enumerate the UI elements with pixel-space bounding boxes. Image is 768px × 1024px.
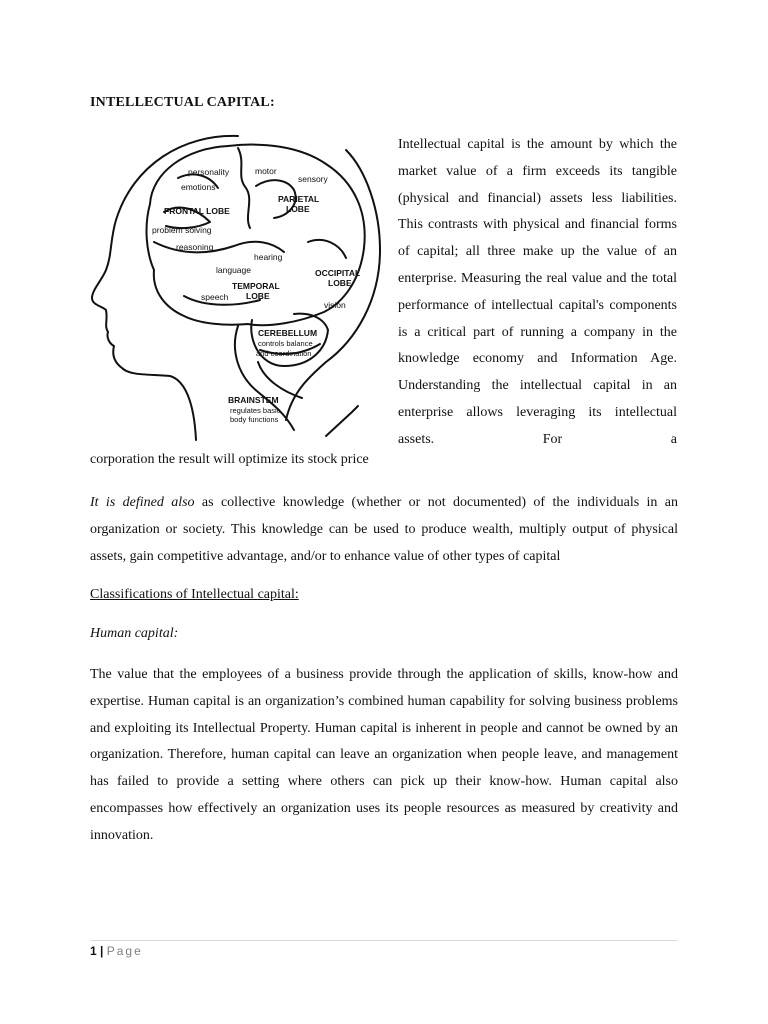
label-cerebellum-desc-2: and coordination xyxy=(256,349,312,358)
label-temporal: TEMPORAL xyxy=(232,281,280,291)
intro-paragraph: Intellectual capital is the amount by which the market value of a firm exceeds its tangible (physical and financial) assets less liabilities. This contrasts with physical and financial forms of capital; all three make up the value of an enterprise. Measuring the real value and the total performance of intellectual capital's components is a critical part of running a company in the knowledge economy and Information Age. Understanding the intellectual capital in an enterprise allows leveraging its intellectual assets. For a xyxy=(398,137,677,447)
page-number: 1 xyxy=(90,944,97,958)
label-parietal-lobe: LOBE xyxy=(286,204,310,214)
classifications-heading: Classifications of Intellectual capital: xyxy=(90,587,299,602)
label-speech: speech xyxy=(201,292,229,302)
head-outline xyxy=(92,136,238,440)
intro-paragraph-end: corporation the result will optimize its stock price xyxy=(90,452,369,467)
definition-paragraph xyxy=(90,490,678,570)
central-sulcus xyxy=(238,148,250,228)
page-footer xyxy=(90,944,143,958)
label-brainstem-desc-1: regulates basic xyxy=(230,406,281,415)
label-problem-solving: problem solving xyxy=(152,225,212,235)
occipital-fold xyxy=(308,240,346,258)
page-separator: | xyxy=(96,944,107,958)
label-reasoning: reasoning xyxy=(176,242,214,252)
neck-line xyxy=(326,406,358,436)
label-cerebellum-desc-1: controls balance xyxy=(258,339,313,348)
label-personality: personality xyxy=(188,167,230,177)
label-occipital: OCCIPITAL xyxy=(315,268,361,278)
page-title: INTELLECTUAL CAPITAL: xyxy=(90,95,275,110)
footer-divider xyxy=(90,940,678,941)
lateral-sulcus xyxy=(154,242,284,253)
label-frontal-lobe: FRONTAL LOBE xyxy=(164,206,230,216)
human-capital-paragraph: The value that the employees of a business provide through the application of skills, know-how and expertise. Human capital is an organization’s combined human capability for solving business problems and exploiting its Intellectual Property. Human capital is inherent in people and cannot be owned by an organization. Therefore, human capital can leave an organization when people leave, and management has failed to provide a setting where others can pick up their know-how. Human capital also encompasses how effectively an organization uses its people resources as measured by creativity and innovation. xyxy=(90,667,678,843)
brainstem-inner xyxy=(258,362,302,398)
label-cerebellum: CEREBELLUM xyxy=(258,328,318,338)
page-word: Page xyxy=(106,944,143,958)
definition-text: as collective knowledge (whether or not documented) of the individuals in an organization or society. This knowledge can be used to produce wealth, multiply output of physical assets, gain competitive advantage, and/or to enhance value of other types of capital xyxy=(90,495,679,564)
label-occipital-lobe: LOBE xyxy=(328,278,352,288)
label-vision: vision xyxy=(324,300,346,310)
label-language: language xyxy=(216,265,251,275)
label-sensory: sensory xyxy=(298,174,328,184)
label-hearing: hearing xyxy=(254,252,283,262)
definition-lead: It is defined also xyxy=(90,495,195,510)
human-capital-heading: Human capital: xyxy=(90,626,179,641)
label-motor: motor xyxy=(255,166,277,176)
label-temporal-lobe: LOBE xyxy=(246,291,270,301)
label-brainstem: BRAINSTEM xyxy=(228,395,279,405)
label-emotions: emotions xyxy=(181,182,216,192)
brain-diagram xyxy=(88,130,384,442)
label-parietal: PARIETAL xyxy=(278,194,320,204)
brain-illustration xyxy=(88,130,384,442)
label-brainstem-desc-2: body functions xyxy=(230,415,279,424)
